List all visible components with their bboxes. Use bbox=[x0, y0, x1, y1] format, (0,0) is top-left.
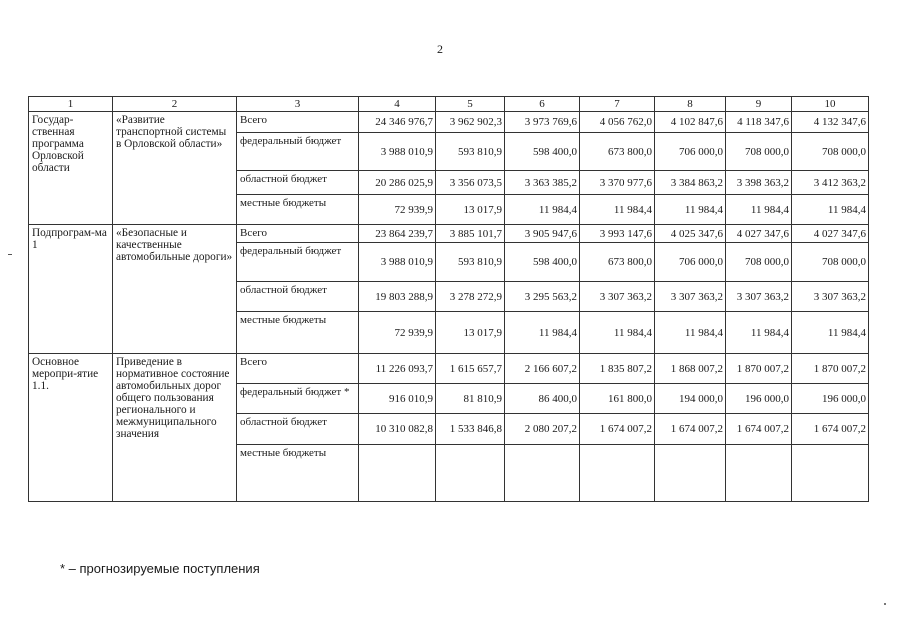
amount-cell: 11 226 093,7 bbox=[359, 354, 436, 384]
amount-cell: 3 307 363,2 bbox=[655, 282, 726, 312]
amount-cell: 673 800,0 bbox=[580, 133, 655, 171]
amount-cell: 1 674 007,2 bbox=[655, 414, 726, 445]
column-header: 9 bbox=[726, 97, 792, 112]
amount-cell: 3 307 363,2 bbox=[580, 282, 655, 312]
amount-cell: 11 984,4 bbox=[792, 312, 869, 354]
amount-cell: 3 278 272,9 bbox=[436, 282, 505, 312]
amount-cell: 708 000,0 bbox=[792, 243, 869, 282]
amount-cell: 86 400,0 bbox=[505, 384, 580, 414]
amount-cell: 1 533 846,8 bbox=[436, 414, 505, 445]
page-number: 2 bbox=[437, 42, 443, 56]
amount-cell: 3 370 977,6 bbox=[580, 171, 655, 195]
column-header: 5 bbox=[436, 97, 505, 112]
program-name-cell: «Развитие транспортной системы в Орловской области» bbox=[113, 112, 237, 225]
amount-cell: 3 973 769,6 bbox=[505, 112, 580, 133]
column-header: 6 bbox=[505, 97, 580, 112]
amount-cell: 1 870 007,2 bbox=[792, 354, 869, 384]
amount-cell bbox=[436, 445, 505, 502]
funding-source-cell: областной бюджет bbox=[237, 282, 359, 312]
amount-cell: 11 984,4 bbox=[505, 195, 580, 225]
amount-cell: 24 346 976,7 bbox=[359, 112, 436, 133]
amount-cell: 11 984,4 bbox=[726, 312, 792, 354]
amount-cell: 3 988 010,9 bbox=[359, 243, 436, 282]
table-row bbox=[29, 225, 869, 243]
amount-cell: 593 810,9 bbox=[436, 133, 505, 171]
amount-cell: 3 905 947,6 bbox=[505, 225, 580, 243]
amount-cell: 1 868 007,2 bbox=[655, 354, 726, 384]
amount-cell: 673 800,0 bbox=[580, 243, 655, 282]
funding-source-cell: Всего bbox=[237, 225, 359, 243]
program-level-cell: Основное меропри-ятие 1.1. bbox=[29, 354, 113, 502]
amount-cell: 11 984,4 bbox=[792, 195, 869, 225]
footnote: * – прогнозируемые поступления bbox=[60, 561, 260, 576]
amount-cell: 3 398 363,2 bbox=[726, 171, 792, 195]
amount-cell: 4 027 347,6 bbox=[726, 225, 792, 243]
program-name-cell: «Безопасные и качественные автомобильные дороги» bbox=[113, 225, 237, 354]
budget-table bbox=[28, 96, 869, 502]
amount-cell: 196 000,0 bbox=[726, 384, 792, 414]
amount-cell: 1 615 657,7 bbox=[436, 354, 505, 384]
amount-cell: 2 080 207,2 bbox=[505, 414, 580, 445]
column-header: 1 bbox=[29, 97, 113, 112]
amount-cell: 4 025 347,6 bbox=[655, 225, 726, 243]
funding-source-cell: областной бюджет bbox=[237, 171, 359, 195]
amount-cell: 598 400,0 bbox=[505, 243, 580, 282]
amount-cell: 4 102 847,6 bbox=[655, 112, 726, 133]
header-row bbox=[29, 97, 869, 112]
amount-cell: 10 310 082,8 bbox=[359, 414, 436, 445]
amount-cell: 1 835 807,2 bbox=[580, 354, 655, 384]
amount-cell: 13 017,9 bbox=[436, 195, 505, 225]
funding-source-cell: федеральный бюджет bbox=[237, 133, 359, 171]
amount-cell bbox=[655, 445, 726, 502]
funding-source-cell: местные бюджеты bbox=[237, 195, 359, 225]
funding-source-cell: областной бюджет bbox=[237, 414, 359, 445]
amount-cell: 3 885 101,7 bbox=[436, 225, 505, 243]
amount-cell: 916 010,9 bbox=[359, 384, 436, 414]
amount-cell: 19 803 288,9 bbox=[359, 282, 436, 312]
funding-source-cell: федеральный бюджет bbox=[237, 243, 359, 282]
margin-mark bbox=[8, 254, 12, 255]
column-header: 2 bbox=[113, 97, 237, 112]
amount-cell: 598 400,0 bbox=[505, 133, 580, 171]
amount-cell: 4 118 347,6 bbox=[726, 112, 792, 133]
amount-cell: 3 356 073,5 bbox=[436, 171, 505, 195]
amount-cell bbox=[580, 445, 655, 502]
amount-cell: 3 363 385,2 bbox=[505, 171, 580, 195]
program-level-cell: Подпрограм-ма 1 bbox=[29, 225, 113, 354]
amount-cell: 3 307 363,2 bbox=[792, 282, 869, 312]
amount-cell: 3 962 902,3 bbox=[436, 112, 505, 133]
amount-cell: 11 984,4 bbox=[655, 312, 726, 354]
amount-cell: 72 939,9 bbox=[359, 312, 436, 354]
amount-cell: 706 000,0 bbox=[655, 133, 726, 171]
amount-cell bbox=[359, 445, 436, 502]
amount-cell: 1 674 007,2 bbox=[580, 414, 655, 445]
scan-speck bbox=[884, 603, 886, 605]
amount-cell: 1 674 007,2 bbox=[726, 414, 792, 445]
amount-cell: 3 412 363,2 bbox=[792, 171, 869, 195]
column-header: 10 bbox=[792, 97, 869, 112]
amount-cell: 4 132 347,6 bbox=[792, 112, 869, 133]
amount-cell: 4 056 762,0 bbox=[580, 112, 655, 133]
amount-cell: 3 988 010,9 bbox=[359, 133, 436, 171]
amount-cell: 11 984,4 bbox=[655, 195, 726, 225]
table-row bbox=[29, 354, 869, 384]
amount-cell: 81 810,9 bbox=[436, 384, 505, 414]
amount-cell: 708 000,0 bbox=[726, 243, 792, 282]
amount-cell: 1 870 007,2 bbox=[726, 354, 792, 384]
amount-cell: 11 984,4 bbox=[505, 312, 580, 354]
funding-source-cell: местные бюджеты bbox=[237, 312, 359, 354]
program-level-cell: Государ-ственная программа Орловской области bbox=[29, 112, 113, 225]
amount-cell: 3 307 363,2 bbox=[726, 282, 792, 312]
amount-cell bbox=[726, 445, 792, 502]
program-name-cell: Приведение в нормативное состояние автомобильных дорог общего пользования регионального и межмуниципального значения bbox=[113, 354, 237, 502]
amount-cell: 593 810,9 bbox=[436, 243, 505, 282]
amount-cell: 2 166 607,2 bbox=[505, 354, 580, 384]
amount-cell: 708 000,0 bbox=[726, 133, 792, 171]
column-header: 4 bbox=[359, 97, 436, 112]
amount-cell: 706 000,0 bbox=[655, 243, 726, 282]
funding-source-cell: федеральный бюджет * bbox=[237, 384, 359, 414]
amount-cell bbox=[505, 445, 580, 502]
column-header: 3 bbox=[237, 97, 359, 112]
amount-cell: 23 864 239,7 bbox=[359, 225, 436, 243]
funding-source-cell: Всего bbox=[237, 354, 359, 384]
amount-cell: 1 674 007,2 bbox=[792, 414, 869, 445]
amount-cell: 3 384 863,2 bbox=[655, 171, 726, 195]
amount-cell: 708 000,0 bbox=[792, 133, 869, 171]
amount-cell: 194 000,0 bbox=[655, 384, 726, 414]
amount-cell: 11 984,4 bbox=[580, 195, 655, 225]
amount-cell: 3 295 563,2 bbox=[505, 282, 580, 312]
amount-cell: 20 286 025,9 bbox=[359, 171, 436, 195]
funding-source-cell: местные бюджеты bbox=[237, 445, 359, 502]
amount-cell: 3 993 147,6 bbox=[580, 225, 655, 243]
amount-cell: 196 000,0 bbox=[792, 384, 869, 414]
amount-cell: 72 939,9 bbox=[359, 195, 436, 225]
column-header: 7 bbox=[580, 97, 655, 112]
amount-cell: 4 027 347,6 bbox=[792, 225, 869, 243]
column-header: 8 bbox=[655, 97, 726, 112]
amount-cell: 11 984,4 bbox=[580, 312, 655, 354]
table-row bbox=[29, 112, 869, 133]
amount-cell bbox=[792, 445, 869, 502]
amount-cell: 11 984,4 bbox=[726, 195, 792, 225]
funding-source-cell: Всего bbox=[237, 112, 359, 133]
amount-cell: 161 800,0 bbox=[580, 384, 655, 414]
amount-cell: 13 017,9 bbox=[436, 312, 505, 354]
